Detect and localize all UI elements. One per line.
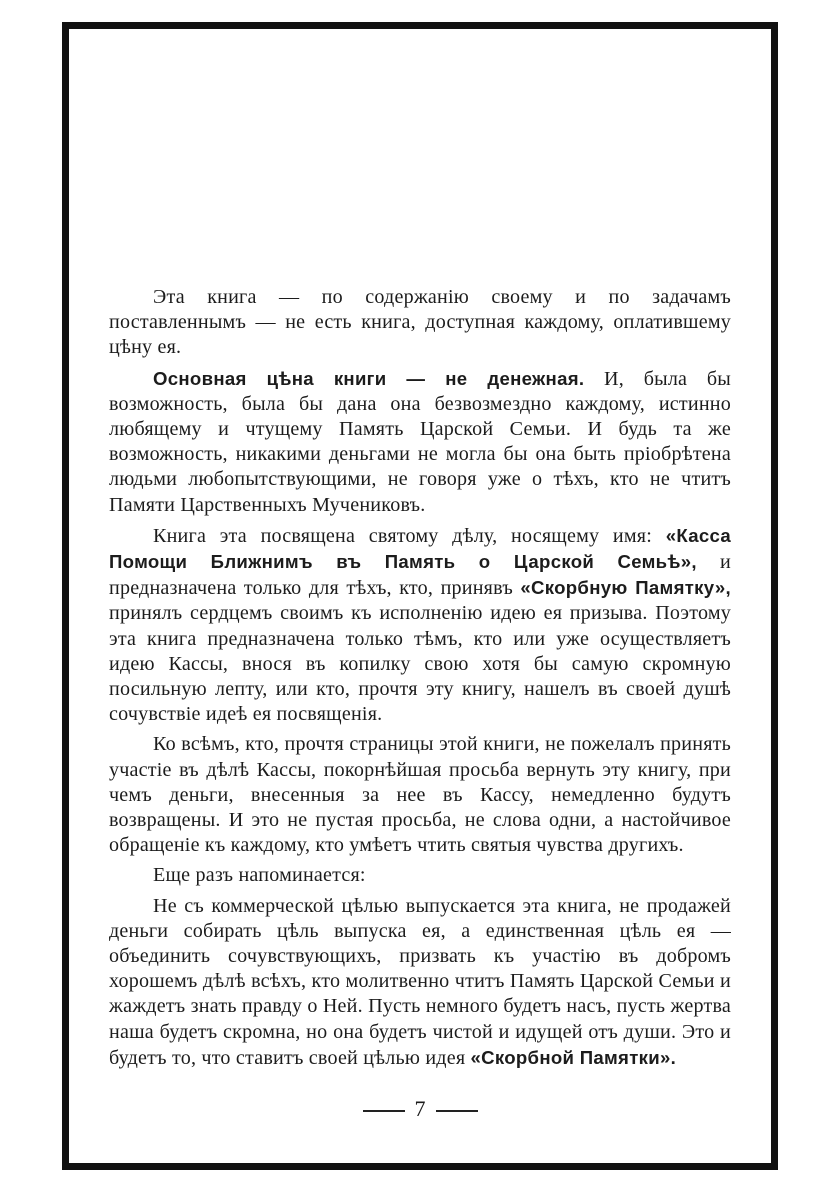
paragraph-2-segment-2: И, была бы возможность, была бы дана она безвозмездно каждому, истинно любящему и чтущему Память Царской Семьи. И будь та же возможность, никакими деньгами не могла бы она быть пріобрѣтена людьми любопытствующими, не говоря уже о тѣхъ, кто не чтитъ Памяти Царственныхъ Мучениковъ. — [109, 367, 732, 516]
paragraph-6 — [109, 894, 731, 1071]
paragraph-3 — [109, 523, 731, 728]
paragraph-3-segment-5: принялъ сердцемъ своимъ къ исполненію идею ея призыва. Поэтому эта книга предназначена только тѣмъ, кто или уже осуществляетъ идею Кассы, внося въ копилку свою хотя бы самую скромную посильную лепту, или кто, прочтя эту книгу, нашелъ въ своей душѣ сочувствіе идеѣ ея посвященія. — [109, 602, 731, 726]
paragraph-3-bold-pamyatka: «Скорбную Памятку», — [520, 577, 731, 599]
paragraph-6-bold-pamyatka: «Скорбной Памятки». — [470, 1046, 677, 1068]
paragraph-5 — [109, 863, 731, 888]
page-number-dash-right — [436, 1110, 478, 1112]
paragraph-1-segment-1: Эта книга — по содержанію своему и по задачамъ поставленнымъ — не есть книга, доступная каждому, оплатившему цѣну ея. — [109, 286, 731, 359]
paragraph-1 — [109, 285, 731, 361]
paragraph-6-segment-1: Не съ коммерческой цѣлью выпускается эта книга, не продажей деньги собирать цѣль выпуска ея, а единственная цѣль ея — объединить сочувствующихъ, призвать къ участію въ добромъ хорошемъ дѣлѣ всѣхъ, кто молитвенно чтитъ Память Царской Семьи и жаждетъ знать правду о Ней. Пусть немного будетъ насъ, пусть жертва наша будетъ скромна, но она будетъ чистой и идущей отъ души. Это и будетъ то, что ставитъ своей цѣлью идея — [109, 894, 731, 1069]
paragraph-5-segment-1: Еще разъ напоминается: — [153, 864, 366, 887]
body-text — [109, 285, 731, 1076]
page-number-dash-left — [363, 1110, 405, 1112]
paragraph-2-bold-lead: Основная цѣна книги — не денежная. — [153, 367, 585, 389]
paragraph-3-segment-1: Книга эта посвящена святому дѣлу, носящему имя: — [153, 524, 666, 547]
page-number-value: 7 — [414, 1096, 426, 1121]
paragraph-3-bold-kassa-name: «Касса Помощи Ближнимъ въ Память о Царской Семьѣ», — [109, 524, 731, 573]
paragraph-3-segment-3: и предназначена только для тѣхъ, кто, принявъ — [109, 551, 731, 600]
page-number — [0, 1096, 840, 1122]
paragraph-2 — [109, 366, 731, 518]
paragraph-4-segment-1: Ко всѣмъ, кто, прочтя страницы этой книги, не пожелалъ принять участіе въ дѣлѣ Кассы, покорнѣйшая просьба вернуть эту книгу, при чемъ деньги, внесенныя за нее въ Кассу, немедленно будутъ возвращены. И это не пустая просьба, не слова одни, а настойчивое обращеніе къ каждому, кто умѣетъ чтить святыя чувства другихъ. — [109, 733, 731, 857]
paragraph-4 — [109, 732, 731, 858]
